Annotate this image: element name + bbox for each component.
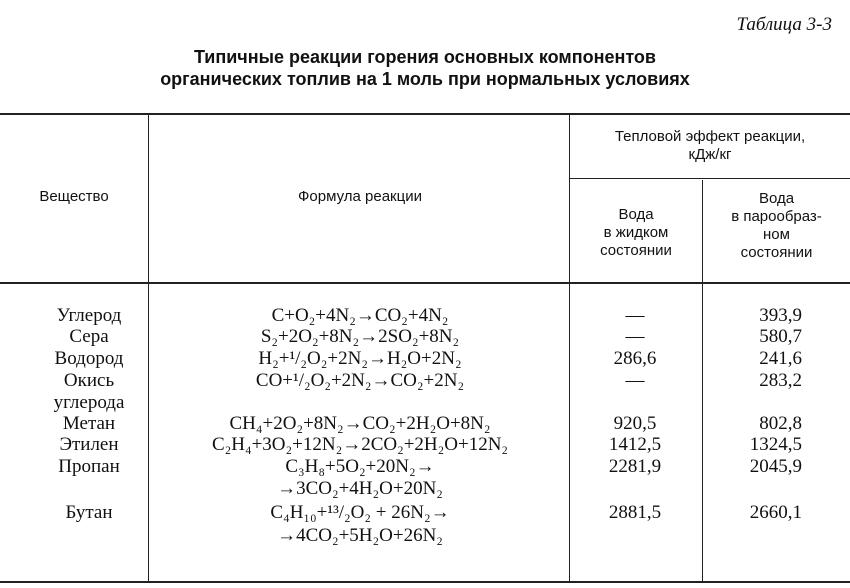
table-row bbox=[0, 349, 850, 369]
table-row bbox=[0, 435, 850, 455]
heat-vapor-value: 393,9 bbox=[759, 305, 802, 326]
header-formula: Формула реакции bbox=[298, 188, 422, 205]
table-row bbox=[0, 371, 850, 391]
substance-name: Метан bbox=[62, 413, 116, 434]
header-substance: Вещество bbox=[39, 188, 109, 205]
substance-name: Сера bbox=[69, 326, 109, 347]
substance-name: Пропан bbox=[58, 456, 120, 477]
heat-vapor-value: 802,8 bbox=[759, 413, 802, 434]
reaction-formula: S₂+2O₂+8N₂→2SO₂+8N₂ bbox=[260, 326, 460, 347]
top-rule bbox=[0, 113, 850, 115]
header-bottom-rule bbox=[0, 282, 850, 284]
header-vapor-line: ном bbox=[763, 226, 790, 243]
substance-name: Этилен bbox=[59, 434, 119, 455]
table-row-continuation bbox=[0, 526, 850, 546]
title-line-1: Типичные реакции горения основных компонентов bbox=[193, 47, 656, 67]
table-row bbox=[0, 306, 850, 326]
heat-vapor-value: 2045,9 bbox=[749, 456, 802, 477]
header-liquid-line: Вода bbox=[618, 206, 654, 223]
substance-name: Бутан bbox=[65, 502, 113, 523]
table-title bbox=[0, 46, 850, 90]
heat-vapor-value: 580,7 bbox=[759, 326, 802, 347]
header-heat-line-2: кДж/кг bbox=[688, 146, 732, 163]
header-liquid-water bbox=[570, 206, 702, 260]
heat-liquid-value: 286,6 bbox=[613, 348, 657, 369]
table-number: Таблица 3-3 bbox=[736, 14, 832, 35]
heat-vapor-value: 283,2 bbox=[759, 370, 802, 391]
header-heat-effect bbox=[570, 128, 850, 164]
header-vapor-line: в парообраз- bbox=[731, 208, 822, 225]
reaction-formula: C₃H₈+5O₂+20N₂→ bbox=[285, 456, 435, 477]
heat-subheader-rule bbox=[570, 178, 850, 179]
table-row-continuation bbox=[0, 479, 850, 499]
reaction-formula: CH₄+2O₂+8N₂→CO₂+2H₂O+8N₂ bbox=[229, 413, 491, 434]
heat-vapor-value: 1324,5 bbox=[749, 434, 802, 455]
title-line-2: органических топлив на 1 моль при нормальных условиях bbox=[160, 69, 690, 89]
heat-liquid-value: — bbox=[625, 326, 645, 347]
substance-name: Углерод bbox=[56, 305, 122, 326]
reaction-formula: C₄H₁₀+¹³/₂O₂ + 26N₂→ bbox=[270, 502, 450, 523]
reaction-formula-continuation: →3CO₂+4H₂O+20N₂ bbox=[277, 478, 443, 499]
header-vapor-water bbox=[703, 190, 850, 262]
heat-liquid-value: — bbox=[625, 305, 645, 326]
reaction-formula: C₂H₄+3O₂+12N₂→2CO₂+2H₂O+12N₂ bbox=[211, 434, 509, 455]
substance-name: Окись bbox=[63, 370, 115, 391]
table-row bbox=[0, 503, 850, 523]
heat-liquid-value: 2881,5 bbox=[608, 502, 662, 523]
reaction-formula: C+O₂+4N₂→CO₂+4N₂ bbox=[271, 305, 449, 326]
bottom-rule bbox=[0, 581, 850, 583]
heat-liquid-value: 1412,5 bbox=[608, 434, 662, 455]
substance-name-continuation: углерода bbox=[53, 392, 125, 413]
reaction-formula: CO+¹/₂O₂+2N₂→CO₂+2N₂ bbox=[255, 370, 465, 391]
table-row bbox=[0, 414, 850, 434]
table-row bbox=[0, 457, 850, 477]
header-liquid-line: состоянии bbox=[600, 242, 672, 259]
table-row bbox=[0, 327, 850, 347]
header-heat-line-1: Тепловой эффект реакции, bbox=[614, 128, 806, 145]
reaction-formula: H₂+¹/₂O₂+2N₂→H₂O+2N₂ bbox=[258, 348, 462, 369]
header-vapor-line: состоянии bbox=[740, 244, 813, 261]
heat-vapor-value: 2660,1 bbox=[749, 502, 802, 523]
table-row-continuation bbox=[0, 393, 850, 413]
heat-liquid-value: 2281,9 bbox=[608, 456, 662, 477]
heat-liquid-value: — bbox=[625, 370, 645, 391]
header-vapor-line: Вода bbox=[758, 190, 795, 207]
heat-vapor-value: 241,6 bbox=[759, 348, 802, 369]
reaction-formula-continuation: →4CO₂+5H₂O+26N₂ bbox=[277, 525, 443, 546]
header-liquid-line: в жидком bbox=[603, 224, 669, 241]
heat-liquid-value: 920,5 bbox=[613, 413, 657, 434]
substance-name: Водород bbox=[54, 348, 124, 369]
